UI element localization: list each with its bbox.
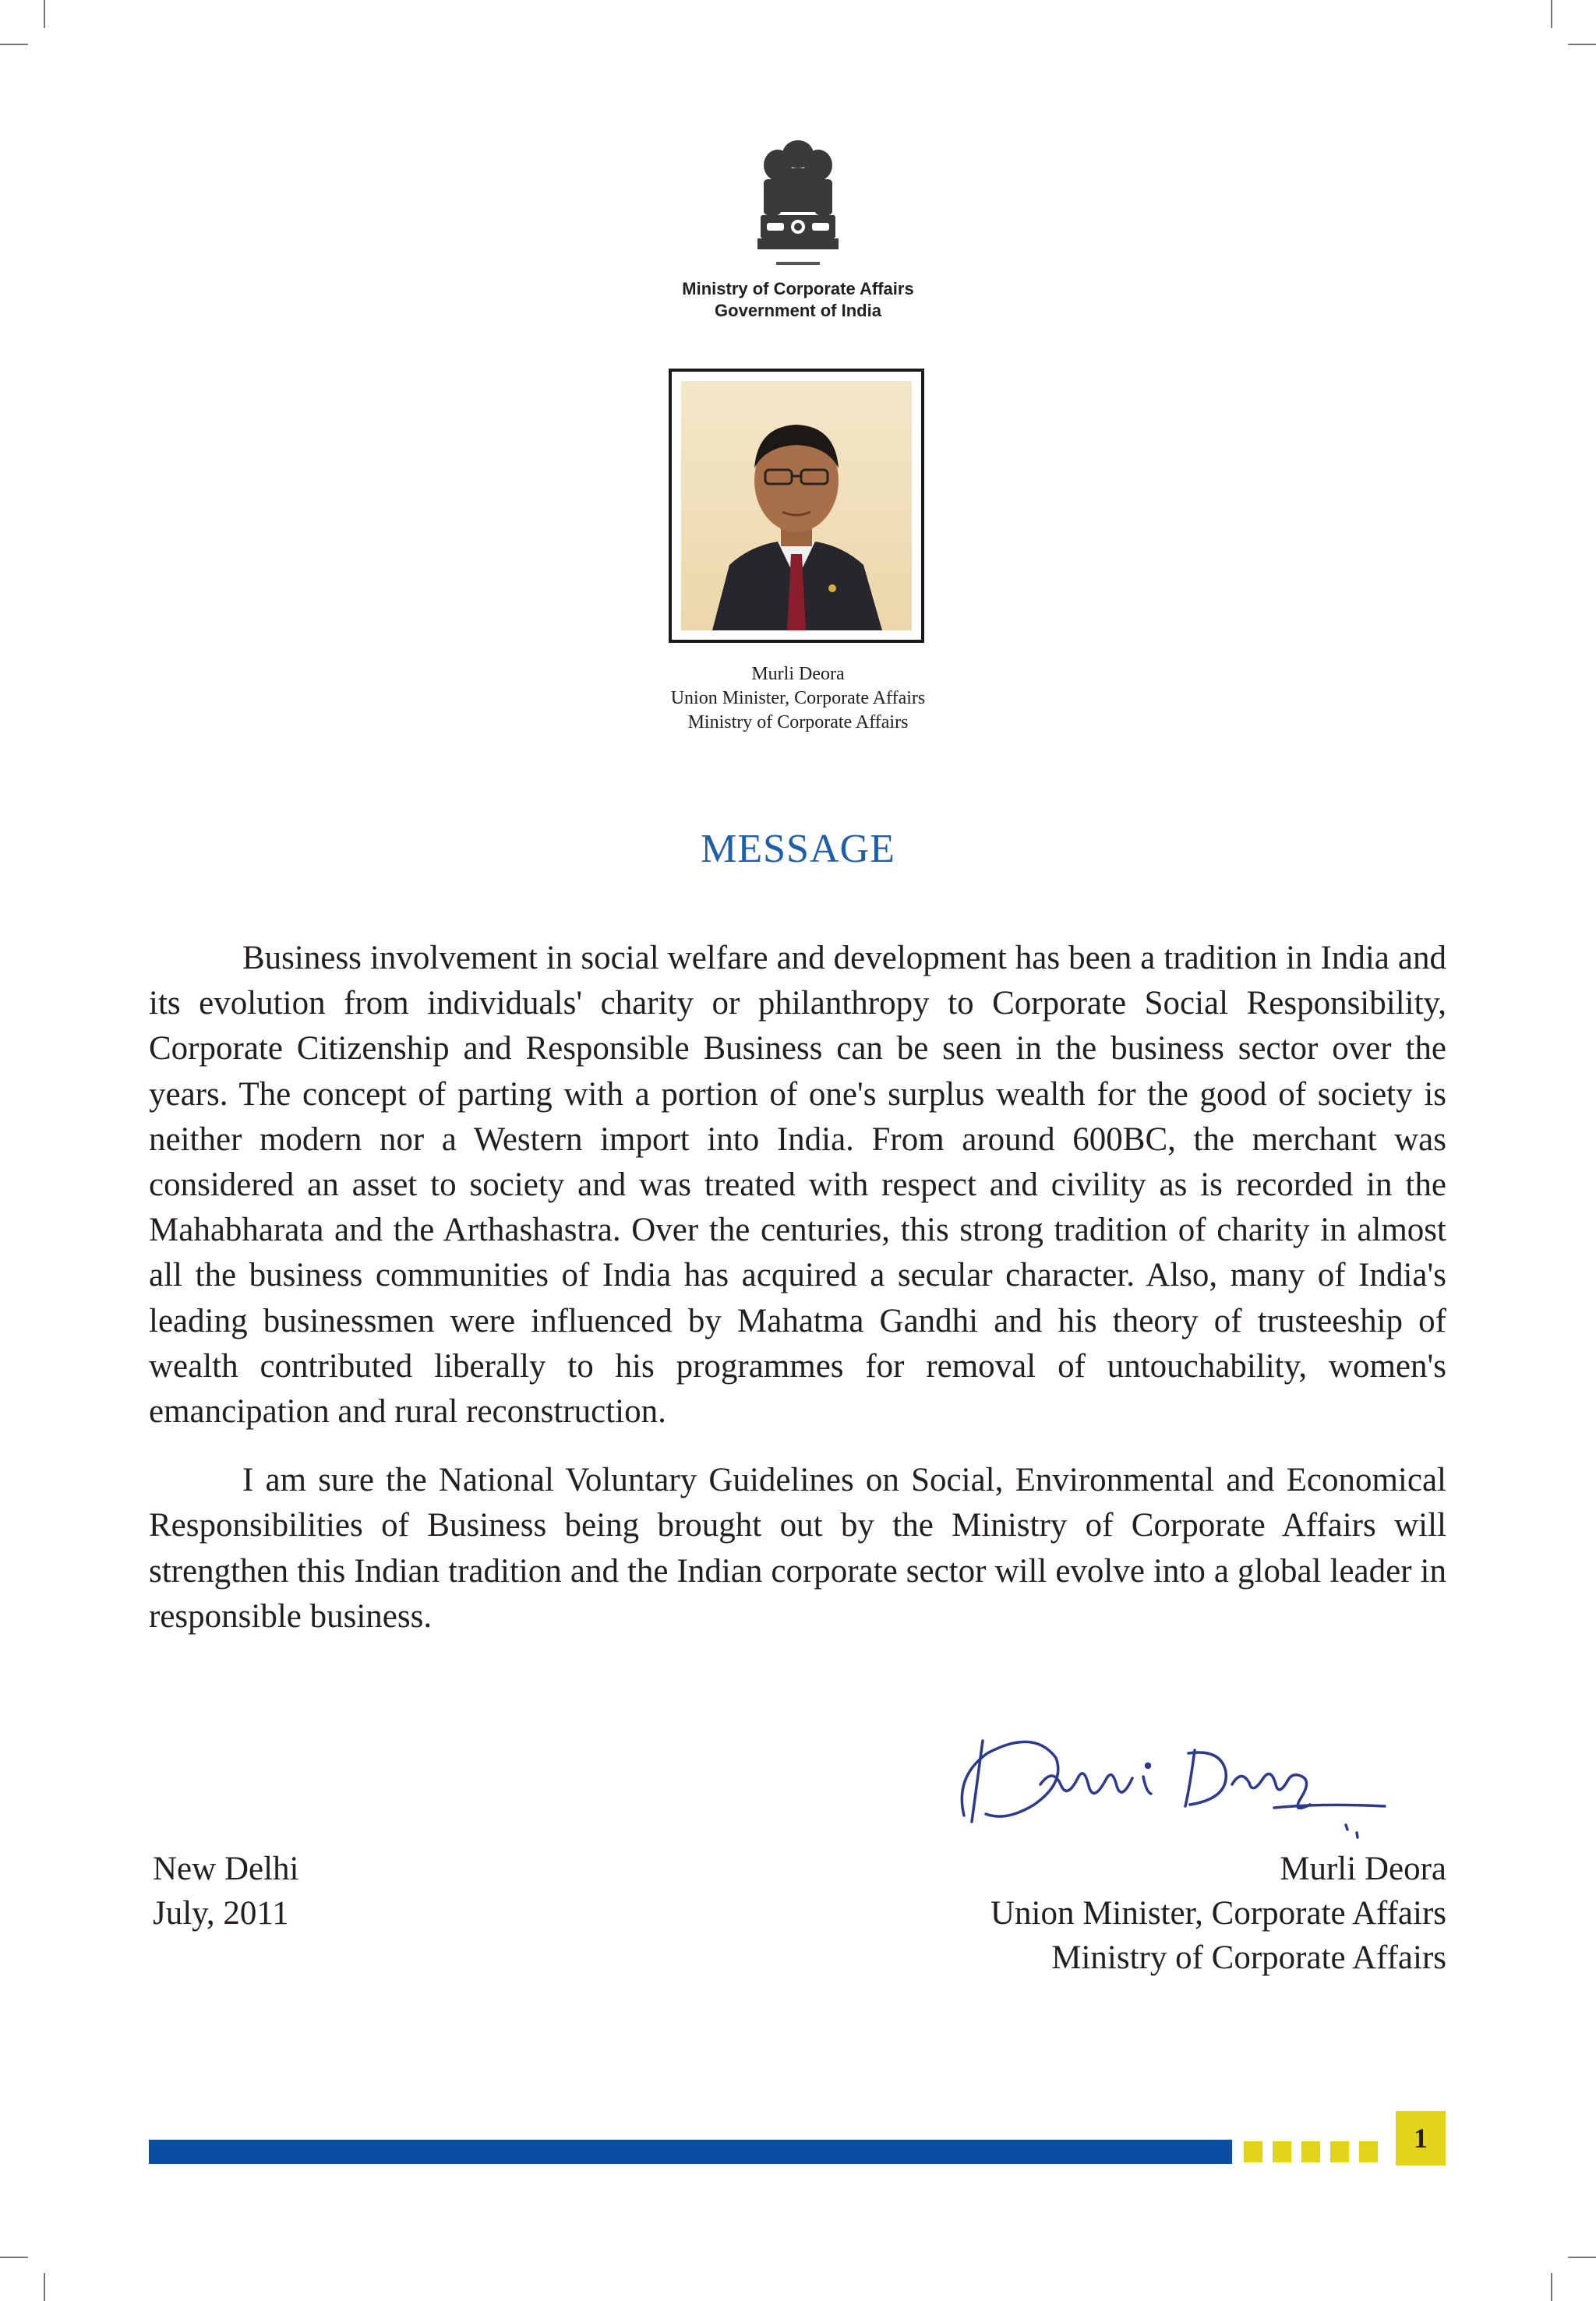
closing-date: July, 2011 [153,1895,289,1932]
minister-portrait [681,381,912,630]
crop-mark-bottom-left-h [0,2257,28,2258]
ministry-header [564,278,1032,322]
footer-square [1359,2141,1378,2162]
crop-mark-bottom-right-v [1551,2273,1552,2301]
footer-yellow-squares [1244,2141,1378,2162]
header-ministry: Ministry of Corporate Affairs [682,279,914,298]
signatory-ministry: Ministry of Corporate Affairs [1051,1939,1446,1976]
message-paragraph-1: Business involvement in social welfare and development has been a tradition in India and its evolution from individuals' charity or philanthropy to Corporate Social Responsibility, Corporate Citizenship and Responsible Business can be seen in the business sector over the years. The concept of parting with a portion of one's surplus wealth for the good of society is neither modern nor a Western import into India. From around 600BC, the merchant was considered an asset to society and was treated with respect and civility as is recorded in the Mahabharata and the Arthashastra. Over the centuries, this strong tradition of charity in almost all the business communities of India has acquired a secular character. Also, many of India's leading businessmen were influenced by Mahatma Gandhi and his theory of trusteeship of wealth contributed liberally to his programmes for removal of untouchability, women's emancipation and rural reconstruction. [149,940,1446,1431]
portrait-caption [564,662,1032,735]
signatory-name: Murli Deora [1280,1851,1446,1887]
closing-place: New Delhi [153,1851,299,1887]
crop-mark-bottom-left-v [44,2273,45,2301]
message-paragraph-2: I am sure the National Voluntary Guidelines on Social, Environmental and Economical Responsibilities of Business being brought out by the Ministry of Corporate Affairs will strengthen this Indian tradition and the Indian corporate sector will evolve into a global leader in responsible business. [149,1462,1446,1635]
crop-mark-top-left-h [0,44,28,45]
crop-mark-top-right-h [1568,44,1596,45]
portrait-frame [669,369,924,643]
crop-mark-top-left-v [44,0,45,28]
message-title: MESSAGE [701,827,895,871]
footer-square [1301,2141,1320,2162]
footer-square [1330,2141,1349,2162]
signatory-block [823,1847,1446,1980]
caption-ministry: Ministry of Corporate Affairs [687,712,909,732]
signature-image [931,1691,1399,1855]
header-government: Government of India [715,301,881,320]
place-date-block [153,1847,620,1936]
footer-blue-bar [149,2140,1232,2164]
caption-name: Murli Deora [751,664,845,684]
page-number: 1 [1396,2111,1446,2165]
footer-square [1244,2141,1262,2162]
crop-mark-top-right-v [1551,0,1552,28]
caption-title: Union Minister, Corporate Affairs [670,688,926,708]
signatory-title: Union Minister, Corporate Affairs [990,1895,1446,1932]
national-emblem-icon [750,134,846,274]
message-body [149,936,1446,1663]
footer-square [1273,2141,1291,2162]
crop-mark-bottom-right-h [1568,2257,1596,2258]
